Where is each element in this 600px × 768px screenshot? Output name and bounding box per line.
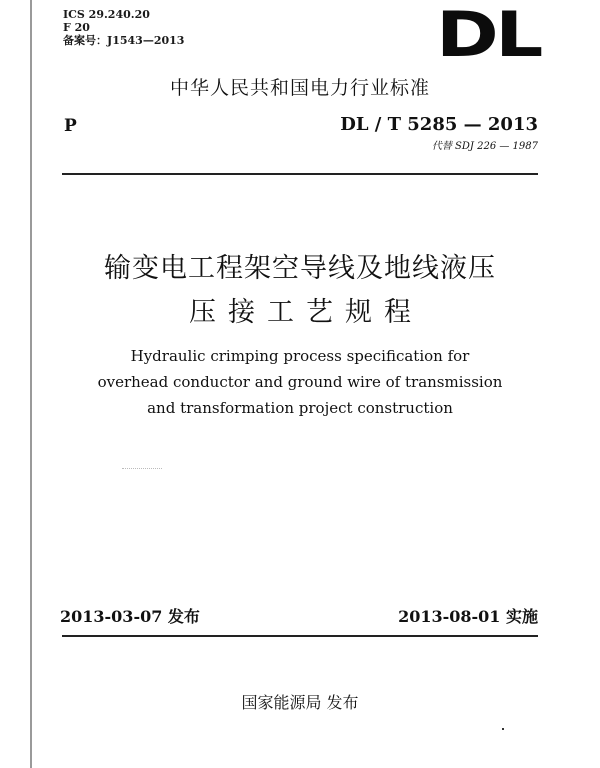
issue-date: 2013-03-07 发布	[60, 607, 200, 626]
title-english	[0, 343, 600, 421]
classification-block	[63, 8, 184, 47]
title-english-line-1: Hydraulic crimping process specification for	[130, 347, 470, 365]
ccs-code: F 20	[63, 21, 90, 34]
standard-number: DL / T 5285 — 2013	[340, 114, 538, 135]
implementation-date: 2013-08-01 实施	[398, 607, 538, 626]
bottom-divider	[62, 635, 538, 637]
publisher: 国家能源局 发布	[241, 693, 359, 712]
replaces-note: 代替 SDJ 226 — 1987	[431, 141, 538, 152]
title-chinese-line-2: 压接工艺规程	[189, 297, 423, 328]
filing-number: 备案号：J1543—2013	[63, 34, 185, 47]
scan-dots	[122, 468, 162, 471]
scan-speck	[502, 728, 504, 730]
title-english-line-2: overhead conductor and ground wire of transmission	[97, 373, 503, 391]
category-code: P	[64, 116, 77, 136]
top-divider	[62, 173, 538, 175]
title-chinese-line-1: 输变电工程架空导线及地线液压	[104, 253, 496, 284]
dl-logo: DL	[436, 0, 540, 71]
title-english-line-3: and transformation project construction	[147, 399, 453, 417]
industry-standard-heading: 中华人民共和国电力行业标准	[169, 77, 430, 99]
ics-code: ICS 29.240.20	[63, 8, 150, 21]
